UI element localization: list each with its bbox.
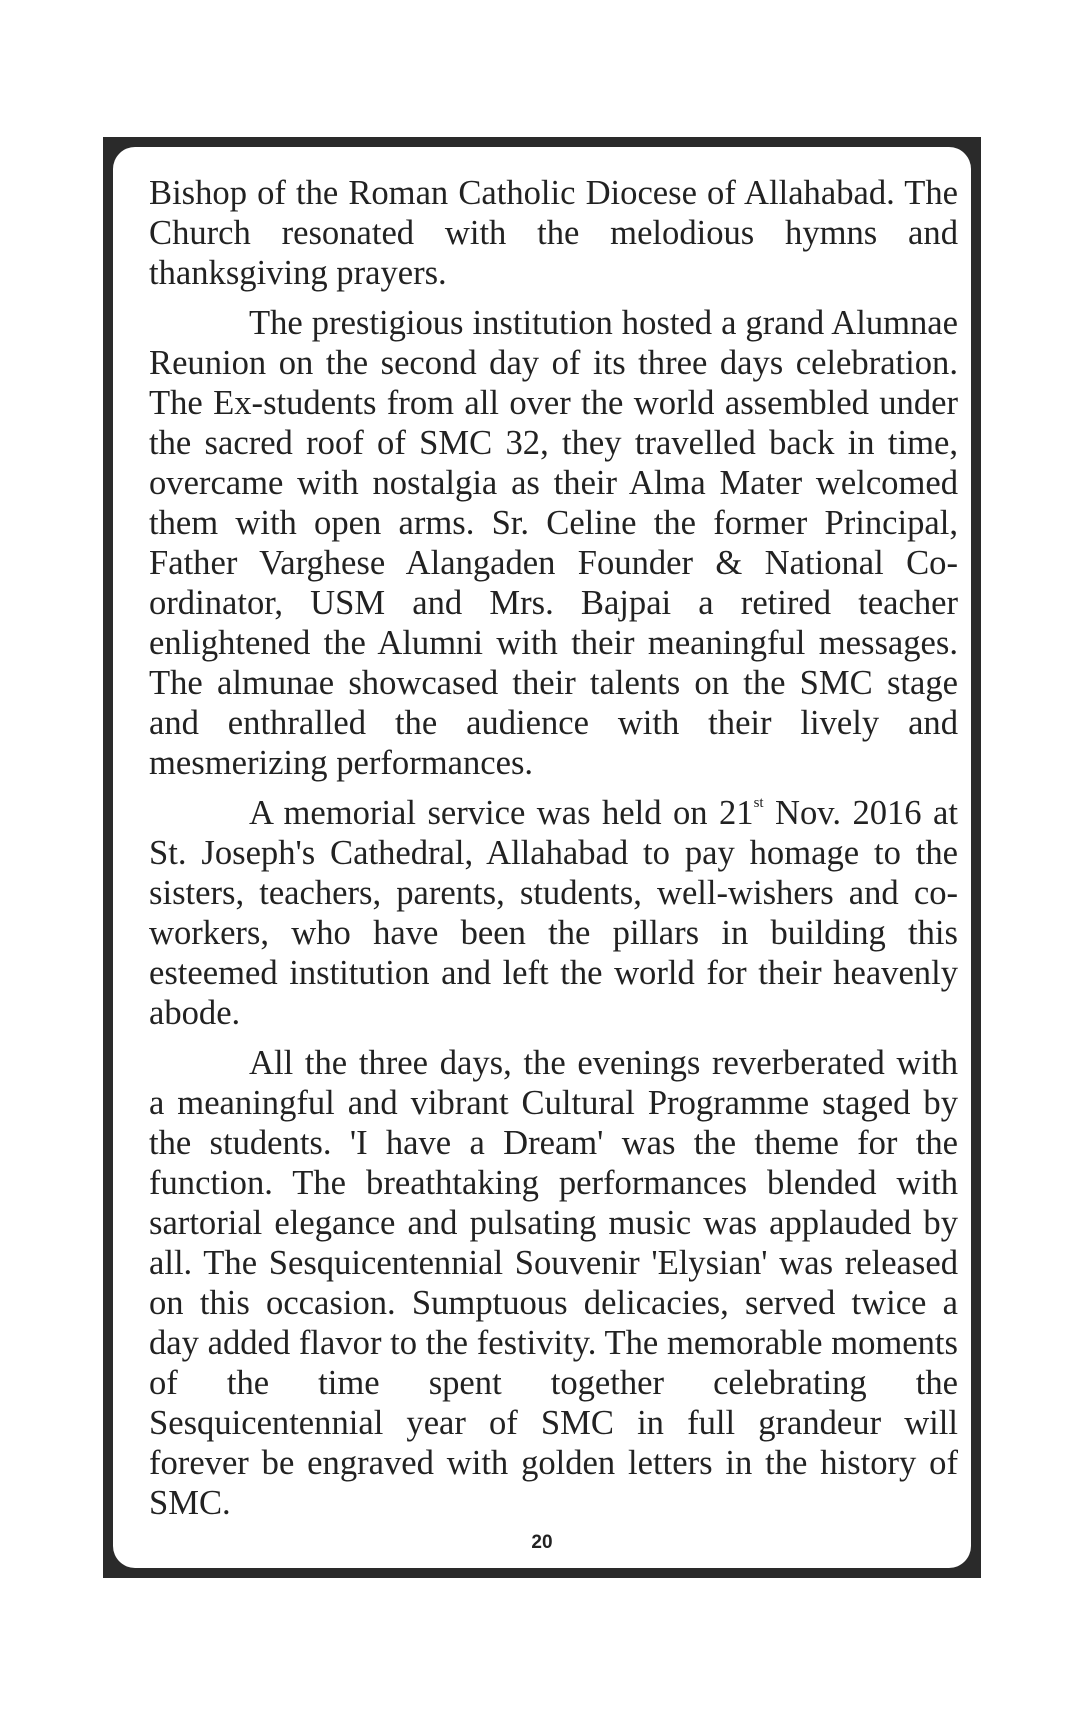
paragraph-3 [149,793,958,1033]
page-number: 20 [531,1532,553,1553]
paragraph-3-rest: Nov. 2016 at St. Joseph's Cathedral, Allahabad to pay homage to the sisters, teachers, parents, students, well-wishers and co-workers, who have been the pillars in building this esteemed institution and left the world for their heavenly abode. [149,794,958,1032]
paragraph-2: The prestigious institution hosted a grand Alumnae Reunion on the second day of its three days celebration. The Ex-students from all over the world assembled under the sacred roof of SMC 32, they travelled back in time, overcame with nostalgia as their Alma Mater welcomed them with open arms. Sr. Celine the former Principal, Father Varghese Alangaden Founder & National Co-ordinator, USM and Mrs. Bajpai a retired teacher enlightened the Alumni with their meaningful messages. The almunae showcased their talents on the SMC stage and enthralled the audience with their lively and mesmerizing performances. [149,304,958,782]
paragraph-3-start: A memorial service was held on 21 [249,794,754,832]
body-text [149,173,958,1533]
page-frame [103,137,981,1578]
page-card [113,147,971,1568]
paragraph-4: All the three days, the evenings reverberated with a meaningful and vibrant Cultural Programme staged by the students. 'I have a Dream' was the theme for the function. The breathtaking performances blended with sartorial elegance and pulsating music was applauded by all. The Sesquicentennial Souvenir 'Elysian' was released on this occasion. Sumptuous delicacies, served twice a day added flavor to the festivity. The memorable moments of the time spent together celebrating the Sesquicentennial year of SMC in full grandeur will forever be engraved with golden letters in the history of SMC. [149,1044,958,1522]
ordinal-suffix: st [753,795,764,812]
paragraph-1: Bishop of the Roman Catholic Diocese of Allahabad. The Church resonated with the melodious hymns and thanksgiving prayers. [149,174,958,292]
